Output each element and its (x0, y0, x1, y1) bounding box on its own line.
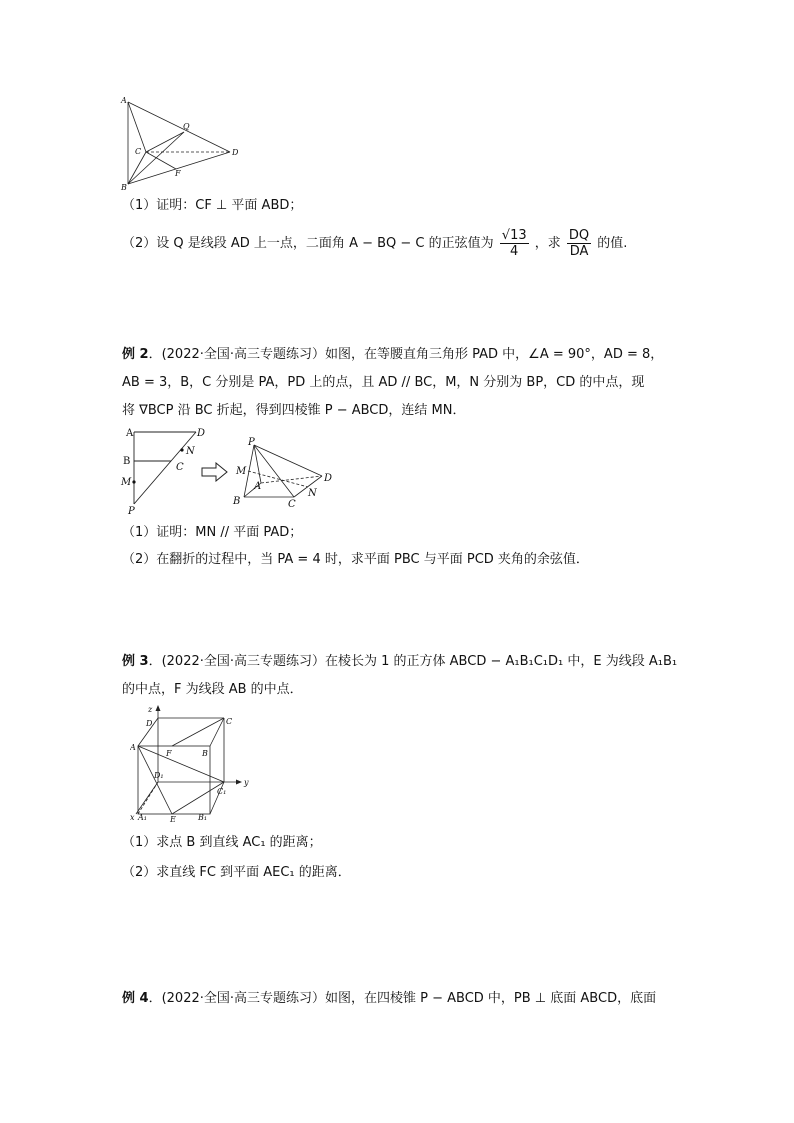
ex3-z-arrow (156, 705, 161, 711)
ex2-right-label-m: M (236, 466, 247, 477)
ex2-right-label-a: A (254, 481, 262, 492)
ex3-label-b: B (202, 749, 208, 758)
ex2-question-2: （2）在翻折的过程中，当 PA = 4 时，求平面 PBC 与平面 PCD 夹角的余弦值． (122, 552, 589, 567)
ex3-line-2: 的中点，F 为线段 AB 的中点． (122, 682, 303, 697)
ex2-question-1: （1）证明：MN // 平面 PAD； (122, 525, 303, 540)
ex3-label-c1: C₁ (217, 787, 227, 796)
ex2-left-label-c: C (176, 462, 184, 473)
ex1-label-d: D (232, 148, 239, 157)
ex3-label-b1: B₁ (198, 813, 208, 822)
ex1-label-q: Q (183, 122, 190, 131)
ex3-question-1: （1）求点 B 到直线 AC₁ 的距离； (122, 835, 322, 850)
ex2-figure-right (228, 437, 340, 509)
ex1-label-b: B (121, 183, 127, 192)
ex2-right-label-p: P (248, 437, 255, 448)
ex2-line-3: 将 ∇BCP 沿 BC 折起，得到四棱锥 P − ABCD，连结 MN． (122, 403, 466, 418)
ex1-label-a: A (121, 96, 127, 105)
ex1-ratio-num: DQ (568, 228, 590, 243)
ex3-label-x: x (130, 813, 135, 822)
ex3-label-c: C (226, 717, 233, 726)
ex2-line-1-text: ．(2022·全国·高三专题练习）如图，在等腰直角三角形 PAD 中，∠A = 90°，AD = 8， (148, 347, 664, 362)
ex3-label-d: D (146, 719, 153, 728)
ex1-ratio-fraction (567, 228, 591, 259)
ex3-label-z: z (148, 705, 153, 714)
ex3-y-arrow (236, 780, 242, 785)
ex2-right-label-c: C (288, 499, 296, 509)
ex4-title: 例 4 (122, 991, 149, 1006)
ex1-label-c: C (135, 147, 142, 156)
ex2-right-label-b: B (233, 496, 241, 507)
ex1-q2-pre: （2）设 Q 是线段 AD 上一点，二面角 A − BQ − C 的正弦值为 (122, 236, 494, 251)
ex2-left-point-n (180, 448, 183, 451)
fold-arrow-icon (200, 462, 230, 482)
ex3-line-1-text: ．(2022·全国·高三专题练习）在棱长为 1 的正方体 ABCD − A₁B₁C₁D₁ 中，E 为线段 A₁B₁ (148, 654, 678, 669)
ex3-figure (130, 704, 255, 824)
ex2-line-2: AB = 3，B，C 分别是 PA，PD 上的点，且 AD // BC，M，N 分别为 BP，CD 的中点，现 (122, 375, 645, 390)
ex2-left-label-n: N (186, 446, 195, 457)
ex3-label-y: y (244, 778, 249, 787)
ex2-left-label-p: P (128, 506, 135, 517)
ex1-q2-post: 的值. (597, 236, 628, 251)
ex2-line-1 (122, 346, 663, 364)
ex2-right-label-n: N (308, 488, 317, 499)
ex3-line-1 (122, 653, 677, 671)
ex3-label-e: E (170, 815, 176, 824)
ex3-label-f: F (166, 749, 172, 758)
ex2-left-label-d: D (197, 428, 206, 439)
ex2-left-label-m: M (121, 477, 132, 488)
ex1-q2-mid: ，求 (534, 236, 561, 251)
ex4-line-1 (122, 990, 656, 1008)
ex4-line-1-text: ．(2022·全国·高三专题练习）如图，在四棱锥 P − ABCD 中，PB ⊥ 底面 ABCD，底面 (148, 991, 657, 1006)
ex2-left-label-a: A (126, 428, 134, 439)
ex2-left-label-b: B (123, 456, 131, 467)
ex1-question-1: （1）证明：CF ⊥ 平面 ABD； (122, 198, 303, 213)
ex1-sine-num: √13 (501, 228, 527, 243)
ex1-question-2 (122, 228, 627, 259)
ex3-label-d1: D₁ (154, 771, 164, 780)
ex2-figure-left (118, 422, 208, 517)
ex3-label-a: A (130, 743, 136, 752)
ex1-sine-den: 4 (510, 244, 519, 259)
ex2-right-label-d: D (324, 473, 333, 484)
ex3-title: 例 3 (122, 654, 149, 669)
ex1-sine-fraction (500, 228, 529, 259)
ex1-ratio-den: DA (569, 244, 589, 259)
ex3-question-2: （2）求直线 FC 到平面 AEC₁ 的距离． (122, 865, 351, 880)
ex1-figure (118, 94, 248, 194)
ex2-left-point-m (132, 480, 135, 483)
ex3-label-a1: A₁ (138, 813, 147, 822)
ex2-title: 例 2 (122, 347, 149, 362)
ex1-label-f: F (175, 169, 181, 178)
